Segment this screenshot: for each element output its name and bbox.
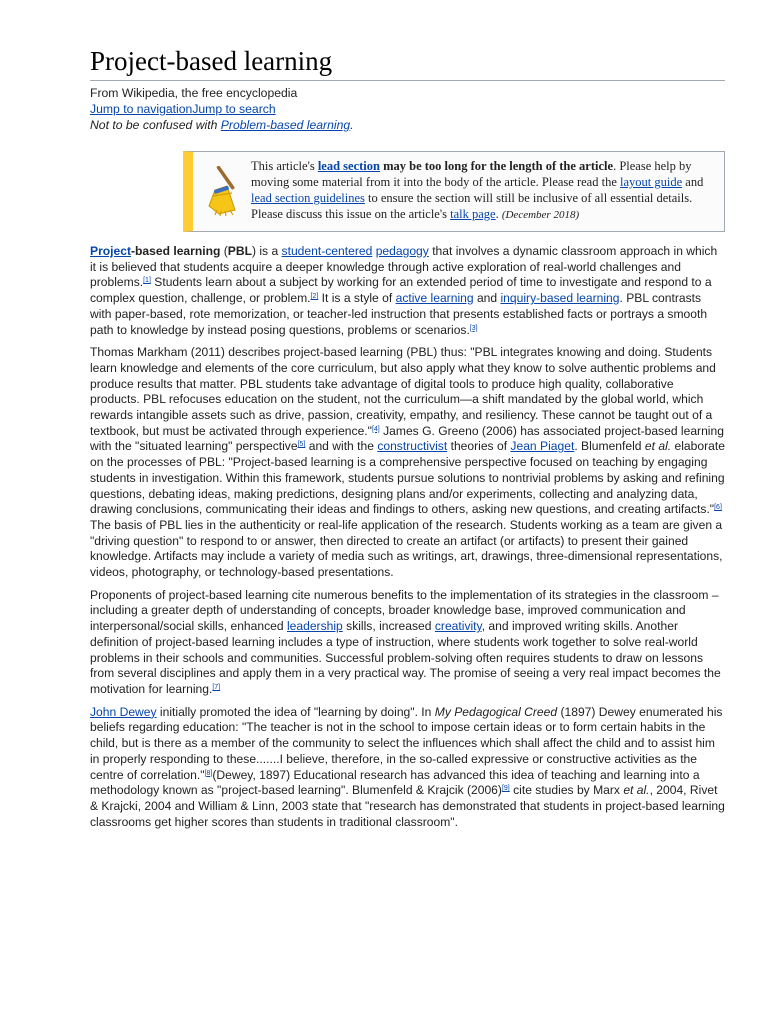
- constructivist-link[interactable]: constructivist: [377, 439, 448, 454]
- paragraph-intro: Project-based learning (PBL) is a student-centered pedagogy that involves a dynamic classroom approach in which it is believed that students acquire a deeper knowledge through active exploration of real-world challenges and problems.[1] Students learn about a subject by working for an extended period of time to investigate and respond to a complex question, challenge, or problem.[2] It is a style of active learning and inquiry-based learning. PBL contrasts with paper-based, rote memorization, or teacher-led instruction that presents established facts or portrays a smooth path to knowledge by instead posing questions, problems or scenarios.[3]: [90, 244, 718, 337]
- jump-to-navigation-link[interactable]: Jump to navigation: [90, 102, 193, 116]
- article: [90, 44, 725, 837]
- paragraph-dewey: John Dewey initially promoted the idea of "learning by doing". In My Pedagogical Creed (1897) Dewey enumerated his beliefs regarding education: "The teacher is not in the school to impose certain ideas or to form certain habits in the child, but is there as a member of the community to select the influences which shall affect the child and to assist him in properly responding to these.......I believe, therefore, in the so-called expressive or constructive activities as the centre of correlation."[8](Dewey, 1897) Educational research has advanced this idea of teaching and learning into a methodology known as "project-based learning". Blumenfeld & Krajcik (2006)[9] cite studies by Marx et al., 2004, Rivet & Krajcki, 2004 and William & Linn, 2003 state that "research has demonstrated that students in project-based learning classrooms get higher scores than students in traditional classroom".: [90, 704, 725, 829]
- lead-guidelines-link[interactable]: lead section guidelines: [251, 191, 365, 205]
- project-link[interactable]: Project: [90, 244, 131, 258]
- ref-5[interactable]: [5]: [297, 441, 306, 449]
- talk-page-link[interactable]: talk page: [450, 207, 496, 221]
- page-title: Project-based learning: [90, 44, 725, 81]
- ref-9[interactable]: [9]: [501, 785, 510, 793]
- ref-8[interactable]: [8]: [204, 769, 213, 777]
- layout-guide-link[interactable]: layout guide: [620, 175, 683, 189]
- broom-icon: [205, 166, 245, 216]
- notice-date: (December 2018): [501, 209, 580, 221]
- jean-piaget-link[interactable]: Jean Piaget: [510, 439, 575, 454]
- ref-7[interactable]: [7]: [212, 683, 221, 691]
- active-learning-link[interactable]: active learning: [395, 291, 474, 306]
- paragraph-benefits: Proponents of project-based learning cite numerous benefits to the implementation of its strategies in the classroom – including a greater depth of understanding of concepts, broader knowledge base, improved communication and interpersonal/social skills, enhanced leadership skills, increased creativity, and improved writing skills. Another definition of project-based learning includes a type of instruction, where students work together to solve real-world problems in their schools and communities. Successful problem-solving often requires students to draw on lessons from several disciplines and apply them in a very practical way. The promise of seeing a very real impact becomes the motivation for learning.[7]: [90, 587, 721, 696]
- notice-text: This article's lead section may be too long for the length of the article. Please help by moving some material from it into the body of the article. Please read the layout guide and lead section guidelines to ensure the section will still be inclusive of all essential details. Please discuss this issue on the article's talk page. (December 2018): [251, 159, 704, 221]
- ref-3[interactable]: [3]: [469, 324, 478, 332]
- student-centered-link[interactable]: student-centered: [281, 244, 373, 258]
- leadership-link[interactable]: leadership: [286, 619, 343, 634]
- lead-too-long-notice: [183, 151, 725, 232]
- problem-based-learning-link[interactable]: Problem-based learning: [220, 118, 351, 132]
- jump-links: [90, 101, 725, 117]
- jump-to-search-link[interactable]: Jump to search: [192, 102, 276, 116]
- ref-2[interactable]: [2]: [310, 293, 319, 301]
- john-dewey-link[interactable]: John Dewey: [90, 704, 157, 719]
- paragraph-markham: Thomas Markham (2011) describes project-based learning (PBL) thus: "PBL integrates knowing and doing. Students learn knowledge and elements of the core curriculum, but also apply what they know to solve authentic problems and produce results that matter. PBL students take advantage of digital tools to produce high quality, collaborative products. PBL refocuses education on the student, not the curriculum—a shift mandated by the global world, which rewards intangible assets such as drive, passion, creativity, empathy, and resiliency. These cannot be taught out of a textbook, but must be activated through experience."[4] James G. Greeno (2006) has associated project-based learning with the "situated learning" perspective[5] and with the constructivist theories of Jean Piaget. Blumenfeld et al. elaborate on the processes of PBL: "Project-based learning is a comprehensive perspective focused on teaching by engaging students in investigation. Within this framework, students pursue solutions to nontrivial problems by asking and refining questions, debating ideas, making predictions, designing plans and/or experiments, collecting and analyzing data, drawing conclusions, communicating their ideas and findings to others, asking new questions, and creating artifacts."[6] The basis of PBL lies in the authenticity or real-life application of the research. Students working as a team are given a "driving question" to respond to or answer, then directed to create an artifact (or artifacts) to present their gained knowledge. Artifacts may include a variety of media such as writings, art, drawings, three-dimensional representations, videos, photography, or technology-based presentations.: [90, 345, 725, 580]
- creativity-link[interactable]: creativity: [434, 619, 482, 634]
- inquiry-based-learning-link[interactable]: inquiry-based learning: [500, 291, 620, 306]
- ref-6[interactable]: [6]: [714, 504, 722, 512]
- lead-section-link[interactable]: lead section: [317, 159, 380, 173]
- pedagogy-link[interactable]: pedagogy: [375, 244, 429, 258]
- hatnote: Not to be confused with Problem-based learning.: [90, 118, 354, 132]
- ref-4[interactable]: [4]: [371, 425, 380, 433]
- tagline: From Wikipedia, the free encyclopedia: [90, 86, 298, 100]
- ref-1[interactable]: [1]: [143, 277, 151, 285]
